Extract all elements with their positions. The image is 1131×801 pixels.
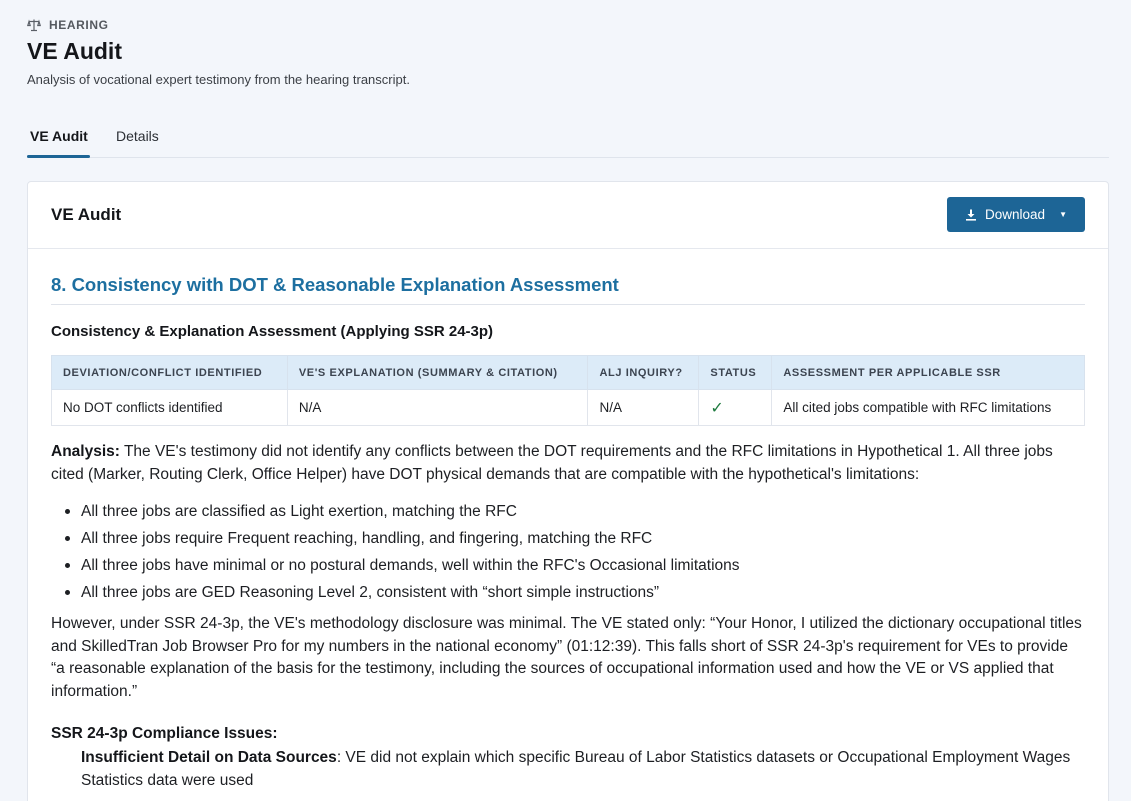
page-subtitle: Analysis of vocational expert testimony from the hearing transcript. [27,72,410,87]
table-header-row [52,356,1085,390]
card-title: VE Audit [51,205,122,224]
download-label: Download [985,207,1046,222]
table-row [52,390,1085,426]
list-item: All three jobs are classified as Light exertion, matching the RFC [81,498,1081,525]
cell-assessment: All cited jobs compatible with RFC limitations [772,390,1085,426]
cell-status [699,390,772,426]
assessment-table [51,355,1085,426]
page-title: VE Audit [27,38,122,64]
findings-list [81,498,1081,606]
section-title: 8. Consistency with DOT & Reasonable Explanation Assessment [51,274,619,295]
tab-ve-audit[interactable]: VE Audit [30,128,88,144]
section-subtitle: Consistency & Explanation Assessment (Applying SSR 24-3p) [51,323,494,340]
issue-text: : VE did not explain which specific Bureau of Labor Statistics datasets or Occupational Employment Wages Statistics data were used [81,749,1071,789]
column-header: STATUS [699,356,772,390]
column-header: ALJ INQUIRY? [588,356,699,390]
eyebrow-label: HEARING [49,18,109,32]
check-icon: ✓ [710,399,724,417]
compliance-issue-item [81,747,1081,792]
cell-alj-inquiry: N/A [588,390,699,426]
methodology-paragraph: However, under SSR 24-3p, the VE's methodology disclosure was minimal. The VE stated only: “Your Honor, I utilized the dictionary occupational titles and SkilledTran Job Browser Pro for my numbers in the national economy” (01:12:39). This falls short of SSR 24-3p's requirement for VEs to provide “a reasonable explanation of the basis for the testimony, including the sources of occupational information used and how the VE or VS applied that information.” [51,615,1082,700]
analysis-lead: Analysis: [51,443,120,460]
list-item: All three jobs have minimal or no postural demands, well within the RFC's Occasional limitations [81,552,1081,579]
chevron-down-icon[interactable]: ▼ [1059,210,1067,219]
column-header: DEVIATION/CONFLICT IDENTIFIED [52,356,288,390]
analysis-paragraph [51,441,1085,486]
issue-lead: Insufficient Detail on Data Sources [81,749,337,766]
ve-audit-card [27,181,1109,801]
scale-icon [27,18,41,32]
column-header: VE'S EXPLANATION (SUMMARY & CITATION) [287,356,588,390]
section-divider [51,304,1085,305]
list-item: All three jobs are GED Reasoning Level 2, consistent with “short simple instructions” [81,579,1081,606]
tab-bar [27,118,1109,158]
card-header [28,182,1108,249]
column-header: ASSESSMENT PER APPLICABLE SSR [772,356,1085,390]
breadcrumb [27,18,109,32]
active-tab-indicator [27,155,90,158]
cell-explanation: N/A [287,390,588,426]
analysis-text: The VE's testimony did not identify any conflicts between the DOT requirements and the RFC limitations in Hypothetical 1. All three jobs cited (Marker, Routing Clerk, Office Helper) have DOT physical demands that are compatible with the hypothetical's limitations: [51,443,1053,483]
cell-deviation: No DOT conflicts identified [52,390,288,426]
download-icon [965,209,977,221]
tab-details[interactable]: Details [116,128,159,144]
compliance-issues-title: SSR 24-3p Compliance Issues: [51,725,278,742]
list-item: All three jobs require Frequent reaching, handling, and fingering, matching the RFC [81,525,1081,552]
download-button[interactable] [947,197,1085,232]
